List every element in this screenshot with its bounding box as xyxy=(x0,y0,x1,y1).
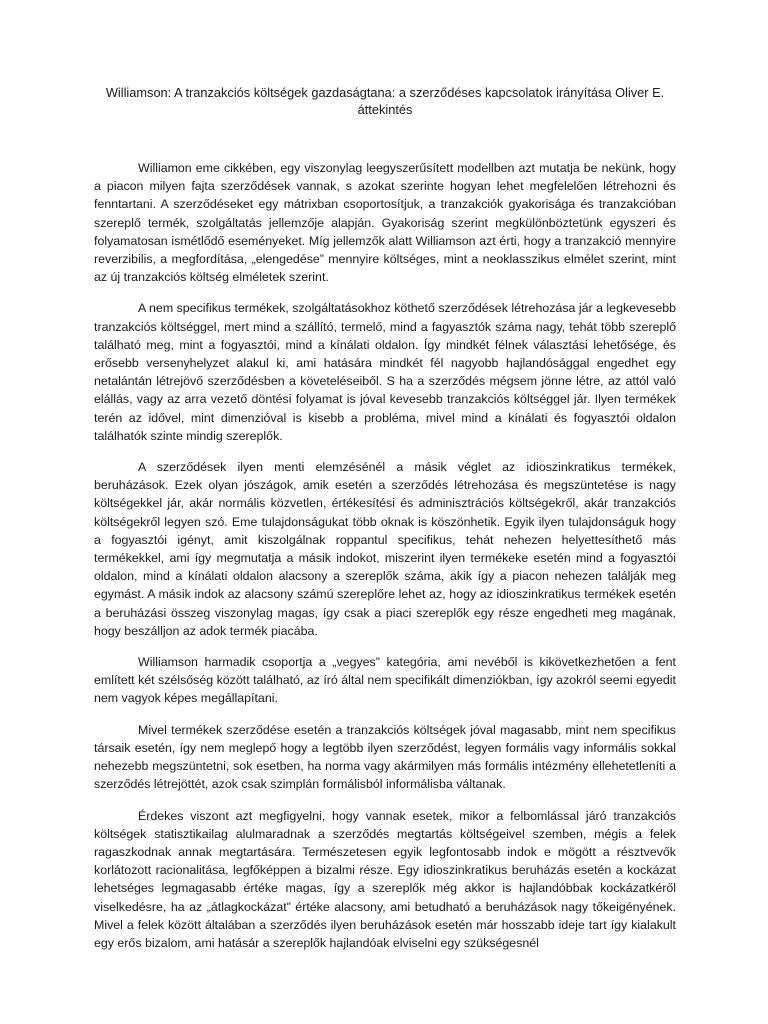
paragraph-1: Williamon eme cikkében, egy viszonylag leegyszerűsített modellben azt mutatja be nekünk, hogy a piacon milyen fajta szerződések vannak, s azokat szerinte hogyan lehet megfelelően létrehozni és fenntartani. A szerződéseket egy mátrixban csoportosítjuk, a tranzakciók gyakorisága és tranzakcióban szereplő termék, szolgáltatás jellemzője alapján. Gyakoriság szerint megkülönböztetünk egyszeri és folyamatosan ismétlődő eseményeket. Míg jellemzők alatt Williamson azt érti, hogy a tranzakció mennyire reverzibilis, a megfordítása, „elengedése” mennyire költséges, mint a neoklasszikus elmélet szerint, mint az új tranzakciós költség elméletek szerint. xyxy=(94,161,676,285)
paragraph-3: A szerződések ilyen menti elemzésénél a másik véglet az idioszinkratikus termékek, beruházások. Ezek olyan jószágok, amik esetén a szerződés létrehozása és megszüntetése is nagy költségekkel jár, akár normális közvetlen, értékesítési és adminisztrációs költségekről, akár tranzakciós költségekről legyen szó. Eme tulajdonságukat több oknak is köszönhetik. Egyik ilyen tulajdonságuk hogy a fogyasztói igényt, amit kiszolgálnak roppantul specifikus, tehát nehezen helyettesíthető más termékekkel, ami így megmutatja a másik indokot, miszerint ilyen termékeke esetén mind a fogyasztói oldalon, mind a kínálati oldalon alacsony a szereplők száma, akik így a piacon nehezen találják meg egymást. A másik indok az alacsony számú szereplőre lehet az, hogy az idioszinkratikus termékek esetén a beruházási összeg viszonylag magas, így csak a piaci szereplők egy része engedheti meg magának, hogy beszálljon az adok termék piacába. xyxy=(94,460,676,638)
paragraph-5: Mivel termékek szerződése esetén a tranzakciós költségek jóval magasabb, mint nem specifikus társaik esetén, így nem meglepő hogy a legtöbb ilyen szerződést, legyen formális vagy informális sokkal nehezebb megszüntetni, sok esetben, ha norma vagy akármilyen más formális intézmény ellehetetleníti a szerződés létrejöttét, azok csak szimplán formálisból informálisba váltanak. xyxy=(94,722,676,792)
paragraph-2: A nem specifikus termékek, szolgáltatásokhoz köthető szerződések létrehozása jár a legkevesebb tranzakciós költséggel, mert mind a szállító, termelő, mind a fagyasztók száma nagy, tehát több szereplő található meg, mint a fogyasztói, mind a kínálati oldalon. Így mindkét félnek választási lehetősége, és erősebb versenyhelyzet alakul ki, ami hatására mindkét fél nagyobb hajlandósággal engedhet egy netalántán létrejövő szerződésben a követeléseiből. S ha a szerződés mégsem jönne létre, az attól való elállás, vagy az arra vezető döntési folyamat is jóval kevesebb tranzakciós költséggel jár. Ilyen termékek terén az idővel, mint dimenzióval is kisebb a probléma, mivel mind a kínálati és fogyasztói oldalon találhatók szinte mindig szereplők. xyxy=(94,301,676,443)
paragraph-4: Williamson harmadik csoportja a „vegyes” kategória, ami nevéből is kikövetkezhetően a fent említett két szélsőség között található, az író által nem specifikált dimenziókban, így azokról seemi egyedit nem vagyok képes megállapítani. xyxy=(94,655,676,706)
paragraph-6: Érdekes viszont azt megfigyelni, hogy vannak esetek, mikor a felbomlással járó tranzakciós költségek statisztikailag alulmaradnak a szerződés megtartás költségeivel szemben, mégis a felek ragaszkodnak annak megtartására. Természetesen egyik legfontosabb indok e mögött a résztvevők korlátozott racionalitása, legfőképpen a bizalmi része. Egy idioszinkratikus beruházás esetén a kockázat lehetséges legmagasabb értéke magas, így a szereplők még akkor is hajlandóbbak kockázatkéről viselkedésre, ha az „átlagkockázat” értéke alacsony, ami betudható a beruházások nagy tőkeigényének. Mivel a felek között általában a szerződés ilyen beruházások esetén már hosszabb ideje tart így kialakult egy erős bizalom, ami hatásár a szereplők hajlandóak elviselni egy szükségesnél xyxy=(94,808,676,950)
document-title: Williamson: A tranzakciós költségek gazdaságtana: a szerződéses kapcsolatok irányítása Oliver E. áttekintés xyxy=(105,85,665,117)
document-page xyxy=(94,84,676,965)
